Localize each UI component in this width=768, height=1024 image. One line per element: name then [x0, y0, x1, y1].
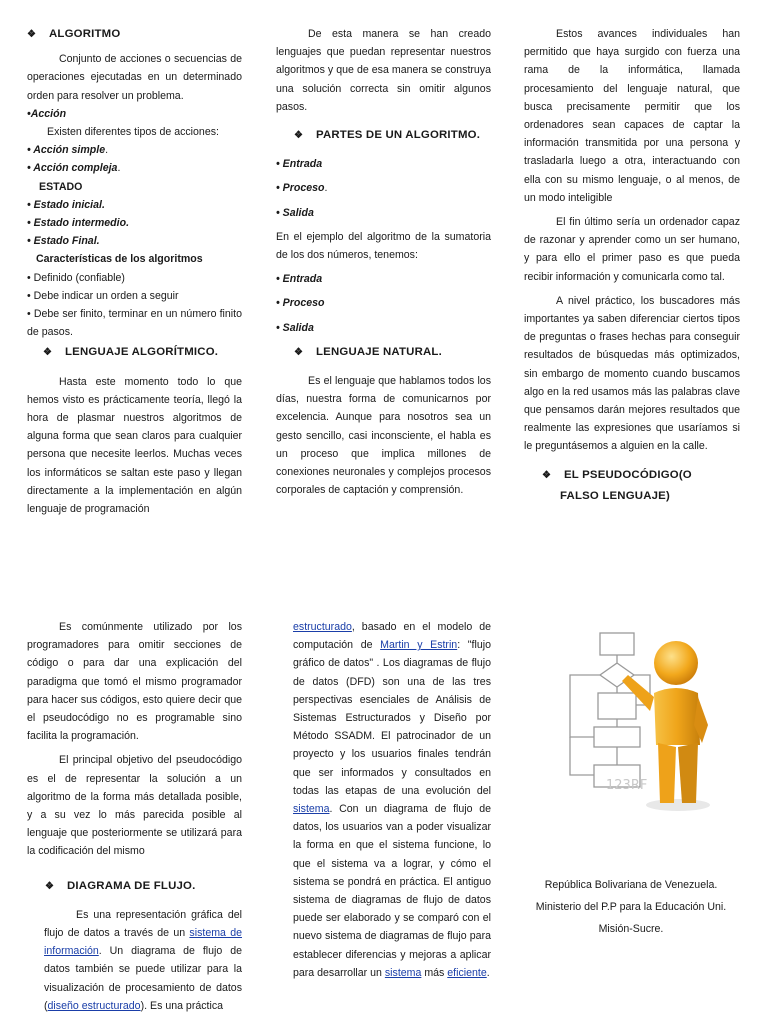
flowchart-person-illustration: [548, 615, 728, 815]
heading-pseudocodigo-line2: FALSO LENGUAJE): [560, 489, 670, 502]
heading-partes-algoritmo: ❖ PARTES DE UN ALGORITMO.: [276, 126, 491, 145]
list-item: • Definido (confiable): [27, 271, 125, 284]
nivel-practico-paragraph: A nivel práctico, los buscadores más importantes ya saben diferenciar ciertos tipos de preguntas o frases hechas para conseguir resultados de búsquedas más optimizados, sin embargo de momento cuando buscamos algo en la red usamos más las palabras clave que pensamos darán mejores resultados que realmente las expresiones que usaríamos si le preguntásemos a alguien en la calle.: [524, 294, 740, 453]
list-item: • Proceso.: [276, 182, 328, 195]
list-item: • Acción simple.: [27, 144, 109, 157]
list-item: • Debe ser finito, terminar en un número finito de pasos.: [27, 308, 242, 339]
pseudocodigo-usage: Es comúnmente utilizado por los programadores para omitir secciones de código o para dar una explicación del paradigma que tomó el mismo programador para hacer sus códigos, esto quiere decir que el pseudocódigo no es programable sino facilita la programación.: [27, 621, 242, 743]
panel-algoritmo: [27, 25, 242, 518]
lenguaje-algoritmico-text: Hasta este momento todo lo que hemos visto es prácticamente teoría, llegó la hora de plasmar nuestros algoritmos de alguna forma que sean claros para cualquier persona que necesite leerlos. Muchas veces los informáticos se saltan este paso y llegan directamente a la implementación en algún lenguaje de programación: [27, 375, 242, 516]
diamond-bullet-icon: ❖: [45, 880, 55, 892]
heading-diagrama-flujo: ❖ DIAGRAMA DE FLUJO.: [27, 877, 242, 896]
diamond-bullet-icon: ❖: [294, 130, 304, 142]
watermark-label: 123RF: [606, 778, 648, 793]
institution-line-3: Misión-Sucre.: [598, 923, 664, 935]
list-item: • Debe indicar un orden a seguir: [27, 289, 179, 302]
list-item: • Estado Final.: [27, 235, 100, 248]
diagrama-definition: Es una representación gráfica del flujo de datos a través de un sistema de información. Un diagrama de flujo de datos también se puede utilizar para la visualización de procesamiento de datos (diseño estructurado). Es una práctica: [44, 908, 242, 1012]
list-item: • Proceso: [276, 297, 325, 310]
institution-line-1: República Bolivariana de Venezuela.: [544, 879, 718, 891]
heading-lenguaje-algoritmico: ❖ LENGUAJE ALGORÍTMICO.: [27, 343, 242, 362]
dfd-paragraph: estructurado, basado en el modelo de computación de Martin y Estrin: "flujo gráfico de datos" . Los diagramas de flujo de datos (DFD) son una de las tres perspectivas esenciales de Análisis de Sistemas Estructurados y Diseño por Método SSADM. El patrocinador de un proyecto y los usuarios finales tendrán que ser informados y consultados en todas las etapas de una evolución del sistema. Con un diagrama de flujo de datos, los usuarios van a poder visualizar la forma en que el sistema funcione, lo que el sistema va a lograr, y cómo el sistema se pondrá en práctica. El antiguo sistema de diagramas de flujo de datos puede ser elaborado y se comparó con el nuevo sistema de diagramas de flujo para establecer diferencias y mejoras a aplicar para desarrollar un sistema más eficiente.: [293, 621, 491, 979]
heading-pseudocodigo: ❖ EL PSEUDOCÓDIGO(O: [524, 466, 740, 485]
accion-text: Existen diferentes tipos de acciones:: [47, 126, 219, 139]
ejemplo-text: En el ejemplo del algoritmo de la sumatoria de los dos números, tenemos:: [276, 230, 491, 262]
link-eficiente[interactable]: eficiente: [447, 966, 487, 979]
diamond-bullet-icon: ❖: [294, 346, 304, 358]
link-sistema-2[interactable]: sistema: [384, 966, 422, 979]
list-item: • Entrada: [276, 158, 323, 171]
accion-label: •Acción: [27, 107, 67, 120]
heading-algoritmo: ❖ ALGORITMO: [27, 25, 242, 44]
link-diseno-estructurado[interactable]: diseño estructurado: [47, 999, 141, 1012]
lenguajes-intro: De esta manera se han creado lenguajes que puedan representar nuestros algoritmos y que de esa manera se construya una solución correcta sin omitir algunos pasos.: [276, 28, 491, 113]
fin-ultimo-paragraph: El fin último sería un ordenador capaz de razonar y aprender como un ser humano, y para ello el primer paso es que pueda recibir información y comunicarla como tal.: [524, 216, 740, 283]
list-item: • Estado intermedio.: [27, 217, 130, 230]
link-sistema[interactable]: sistema: [293, 803, 330, 816]
list-item: • Acción compleja.: [27, 162, 121, 175]
panel-dfd: [293, 618, 491, 982]
algoritmo-definition: Conjunto de acciones o secuencias de operaciones ejecutadas en un determinado orden para resolver un problema.: [27, 53, 242, 102]
lenguaje-natural-text: Es el lenguaje que hablamos todos los días, nuestra forma de comunicarnos por excelencia. Aunque para nosotros sea un gesto sencillo, casi inconsciente, el habla es un proceso que implica millones de conexiones neuronales y complejos procesos corporales de captación y comprensión.: [276, 375, 491, 497]
panel-procesamiento: [524, 25, 740, 505]
institution-line-2: Ministerio del P.P para la Educación Uni.: [535, 901, 727, 913]
panel-partes: [276, 25, 491, 499]
diamond-bullet-icon: ❖: [542, 469, 552, 481]
link-sistema-informacion[interactable]: sistema de información: [44, 927, 242, 958]
flowchart-figure-image: [548, 615, 728, 815]
panel-pseudocodigo: [27, 618, 242, 1015]
avances-paragraph: Estos avances individuales han permitido que haya surgido con fuerza una rama de la informática, llamada procesamiento del lenguaje natural, que busca precisamente permitir que los ordenadores sean capaces de captar la información transmitida por una persona y trasladarla luego a otra, interactuando con ella con su mismo lenguaje, o al menos, de un modo inteligible: [524, 28, 740, 204]
diamond-bullet-icon: ❖: [27, 29, 37, 40]
list-item: • Salida: [276, 206, 314, 219]
list-item: • Estado inicial.: [27, 198, 105, 211]
pseudocodigo-objective: El principal objetivo del pseudocódigo es el de representar la solución a un algoritmo de la forma más detallada posible, y a su vez lo más parecida posible al lenguaje que posteriormente se utilizará para la codificación del mismo: [27, 754, 242, 858]
diamond-bullet-icon: ❖: [43, 347, 53, 359]
link-martin-estrin[interactable]: Martin y Estrin: [380, 639, 458, 652]
link-estructurado[interactable]: estructurado: [293, 621, 352, 633]
institution-info: [518, 874, 744, 940]
estado-label: ESTADO: [39, 180, 83, 193]
list-item: • Entrada: [276, 273, 323, 286]
caracteristicas-label: Características de los algoritmos: [36, 253, 203, 266]
heading-lenguaje-natural: ❖ LENGUAJE NATURAL.: [276, 343, 491, 362]
list-item: • Salida: [276, 321, 314, 334]
